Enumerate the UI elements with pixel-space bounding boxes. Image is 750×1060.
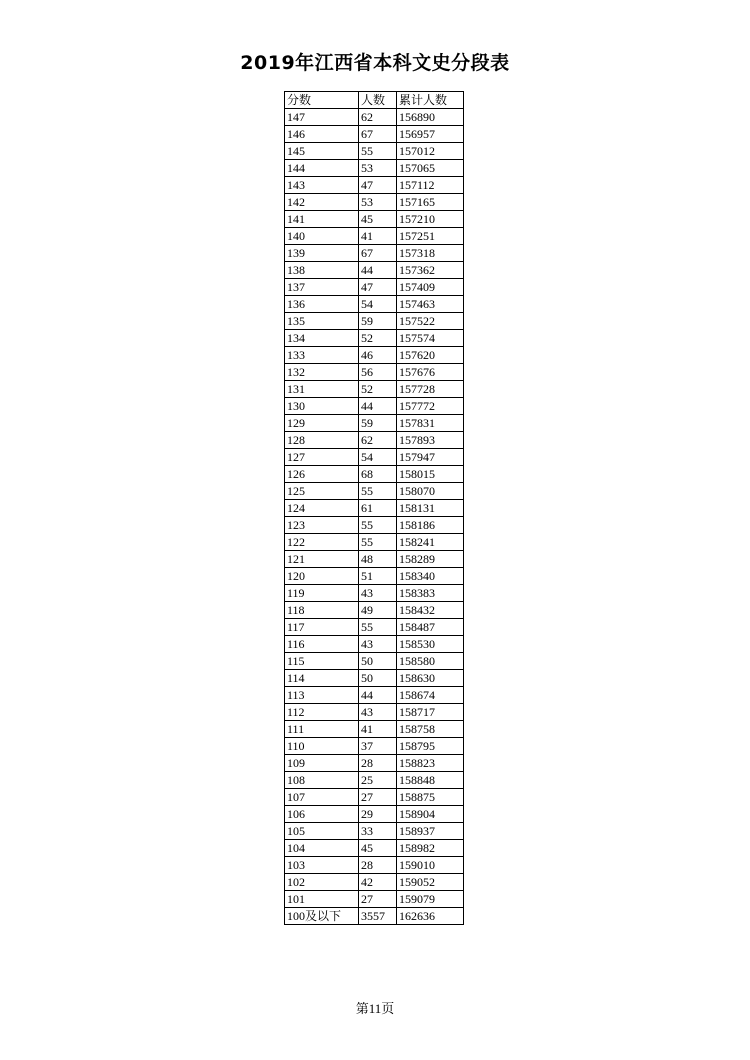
cell-score: 100及以下: [285, 908, 359, 925]
cell-count: 53: [359, 160, 397, 177]
cell-count: 28: [359, 857, 397, 874]
table-row: [285, 840, 464, 857]
table-row: [285, 279, 464, 296]
cell-score: 130: [285, 398, 359, 415]
cell-score: 132: [285, 364, 359, 381]
table-row: [285, 194, 464, 211]
cell-score: 106: [285, 806, 359, 823]
cell-count: 27: [359, 789, 397, 806]
cell-cumulative: 158131: [397, 500, 464, 517]
table-header-row: [285, 92, 464, 109]
cell-count: 67: [359, 126, 397, 143]
cell-count: 44: [359, 398, 397, 415]
table-row: [285, 381, 464, 398]
cell-score: 140: [285, 228, 359, 245]
table-row: [285, 262, 464, 279]
table-row: [285, 483, 464, 500]
cell-count: 61: [359, 500, 397, 517]
table-row: [285, 245, 464, 262]
cell-cumulative: 158383: [397, 585, 464, 602]
cell-count: 67: [359, 245, 397, 262]
table-row: [285, 398, 464, 415]
cell-count: 41: [359, 228, 397, 245]
cell-count: 62: [359, 432, 397, 449]
cell-cumulative: 158487: [397, 619, 464, 636]
table-row: [285, 823, 464, 840]
cell-count: 27: [359, 891, 397, 908]
cell-count: 55: [359, 619, 397, 636]
cell-score: 143: [285, 177, 359, 194]
cell-cumulative: 159010: [397, 857, 464, 874]
cell-score: 124: [285, 500, 359, 517]
cell-score: 112: [285, 704, 359, 721]
cell-cumulative: 157620: [397, 347, 464, 364]
table-row: [285, 109, 464, 126]
cell-score: 121: [285, 551, 359, 568]
cell-count: 3557: [359, 908, 397, 925]
cell-count: 50: [359, 653, 397, 670]
cell-score: 147: [285, 109, 359, 126]
cell-cumulative: 157676: [397, 364, 464, 381]
cell-count: 46: [359, 347, 397, 364]
cell-score: 142: [285, 194, 359, 211]
table-header: [285, 92, 464, 109]
cell-count: 43: [359, 585, 397, 602]
cell-count: 52: [359, 330, 397, 347]
cell-cumulative: 158580: [397, 653, 464, 670]
cell-count: 49: [359, 602, 397, 619]
table-row: [285, 602, 464, 619]
cell-cumulative: 157112: [397, 177, 464, 194]
cell-count: 48: [359, 551, 397, 568]
table-row: [285, 653, 464, 670]
cell-score: 129: [285, 415, 359, 432]
cell-cumulative: 157728: [397, 381, 464, 398]
cell-score: 117: [285, 619, 359, 636]
table-row: [285, 466, 464, 483]
cell-score: 102: [285, 874, 359, 891]
table-row: [285, 908, 464, 925]
table-row: [285, 534, 464, 551]
cell-count: 55: [359, 143, 397, 160]
table-row: [285, 364, 464, 381]
cell-cumulative: 158630: [397, 670, 464, 687]
cell-score: 123: [285, 517, 359, 534]
cell-score: 110: [285, 738, 359, 755]
cell-score: 127: [285, 449, 359, 466]
cell-cumulative: 158795: [397, 738, 464, 755]
cell-score: 145: [285, 143, 359, 160]
table-row: [285, 500, 464, 517]
table-row: [285, 347, 464, 364]
table-row: [285, 704, 464, 721]
table-row: [285, 449, 464, 466]
cell-score: 116: [285, 636, 359, 653]
cell-count: 44: [359, 262, 397, 279]
table-row: [285, 568, 464, 585]
cell-cumulative: 157522: [397, 313, 464, 330]
table-row: [285, 891, 464, 908]
cell-count: 43: [359, 704, 397, 721]
cell-score: 118: [285, 602, 359, 619]
cell-count: 59: [359, 313, 397, 330]
cell-score: 131: [285, 381, 359, 398]
cell-score: 139: [285, 245, 359, 262]
table-row: [285, 585, 464, 602]
cell-score: 137: [285, 279, 359, 296]
table-row: [285, 755, 464, 772]
table-row: [285, 313, 464, 330]
cell-count: 28: [359, 755, 397, 772]
cell-score: 126: [285, 466, 359, 483]
cell-score: 133: [285, 347, 359, 364]
cell-score: 101: [285, 891, 359, 908]
cell-score: 134: [285, 330, 359, 347]
cell-cumulative: 158070: [397, 483, 464, 500]
cell-cumulative: 157831: [397, 415, 464, 432]
cell-cumulative: 158848: [397, 772, 464, 789]
cell-cumulative: 157574: [397, 330, 464, 347]
table-row: [285, 126, 464, 143]
page-title: 2019年江西省本科文史分段表: [240, 52, 510, 74]
cell-cumulative: 158823: [397, 755, 464, 772]
cell-score: 114: [285, 670, 359, 687]
table-row: [285, 789, 464, 806]
cell-cumulative: 158289: [397, 551, 464, 568]
cell-count: 50: [359, 670, 397, 687]
cell-cumulative: 158530: [397, 636, 464, 653]
cell-cumulative: 157463: [397, 296, 464, 313]
table-row: [285, 432, 464, 449]
cell-cumulative: 157165: [397, 194, 464, 211]
table-row: [285, 806, 464, 823]
cell-cumulative: 157065: [397, 160, 464, 177]
cell-score: 104: [285, 840, 359, 857]
cell-cumulative: 158717: [397, 704, 464, 721]
cell-cumulative: 158241: [397, 534, 464, 551]
cell-score: 138: [285, 262, 359, 279]
cell-cumulative: 158875: [397, 789, 464, 806]
cell-score: 108: [285, 772, 359, 789]
table-row: [285, 228, 464, 245]
cell-count: 45: [359, 211, 397, 228]
cell-cumulative: 158340: [397, 568, 464, 585]
cell-cumulative: 157210: [397, 211, 464, 228]
cell-cumulative: 156957: [397, 126, 464, 143]
cell-cumulative: 158904: [397, 806, 464, 823]
cell-count: 43: [359, 636, 397, 653]
cell-count: 55: [359, 483, 397, 500]
header-cumulative: 累计人数: [397, 92, 464, 109]
table-row: [285, 330, 464, 347]
cell-score: 141: [285, 211, 359, 228]
table-row: [285, 636, 464, 653]
cell-cumulative: 157409: [397, 279, 464, 296]
cell-cumulative: 162636: [397, 908, 464, 925]
cell-cumulative: 157947: [397, 449, 464, 466]
table-row: [285, 517, 464, 534]
table-row: [285, 551, 464, 568]
table-row: [285, 874, 464, 891]
cell-count: 52: [359, 381, 397, 398]
cell-score: 122: [285, 534, 359, 551]
cell-cumulative: 157893: [397, 432, 464, 449]
cell-count: 55: [359, 534, 397, 551]
cell-count: 41: [359, 721, 397, 738]
cell-cumulative: 158674: [397, 687, 464, 704]
cell-cumulative: 157318: [397, 245, 464, 262]
cell-cumulative: 157251: [397, 228, 464, 245]
cell-score: 144: [285, 160, 359, 177]
cell-cumulative: 158982: [397, 840, 464, 857]
table-row: [285, 687, 464, 704]
cell-count: 51: [359, 568, 397, 585]
table-row: [285, 857, 464, 874]
cell-count: 62: [359, 109, 397, 126]
cell-count: 37: [359, 738, 397, 755]
cell-count: 42: [359, 874, 397, 891]
cell-cumulative: 156890: [397, 109, 464, 126]
cell-count: 29: [359, 806, 397, 823]
cell-score: 105: [285, 823, 359, 840]
cell-cumulative: 158015: [397, 466, 464, 483]
table-row: [285, 738, 464, 755]
cell-score: 125: [285, 483, 359, 500]
cell-score: 128: [285, 432, 359, 449]
cell-score: 136: [285, 296, 359, 313]
cell-score: 111: [285, 721, 359, 738]
cell-count: 47: [359, 177, 397, 194]
cell-count: 56: [359, 364, 397, 381]
cell-count: 59: [359, 415, 397, 432]
cell-cumulative: 157772: [397, 398, 464, 415]
cell-score: 103: [285, 857, 359, 874]
cell-cumulative: 157012: [397, 143, 464, 160]
cell-cumulative: 158758: [397, 721, 464, 738]
table-row: [285, 619, 464, 636]
cell-count: 54: [359, 296, 397, 313]
cell-count: 25: [359, 772, 397, 789]
cell-score: 119: [285, 585, 359, 602]
table-row: [285, 160, 464, 177]
cell-cumulative: 158937: [397, 823, 464, 840]
cell-score: 113: [285, 687, 359, 704]
table-body: [285, 109, 464, 925]
table-row: [285, 721, 464, 738]
cell-cumulative: 158432: [397, 602, 464, 619]
cell-count: 47: [359, 279, 397, 296]
page-number: 第11页: [355, 1001, 395, 1016]
cell-cumulative: 159052: [397, 874, 464, 891]
table-row: [285, 772, 464, 789]
cell-count: 53: [359, 194, 397, 211]
cell-count: 44: [359, 687, 397, 704]
table-row: [285, 177, 464, 194]
header-count: 人数: [359, 92, 397, 109]
cell-score: 109: [285, 755, 359, 772]
cell-score: 115: [285, 653, 359, 670]
cell-count: 68: [359, 466, 397, 483]
cell-count: 54: [359, 449, 397, 466]
score-distribution-table: [284, 91, 464, 925]
cell-cumulative: 159079: [397, 891, 464, 908]
cell-count: 33: [359, 823, 397, 840]
cell-score: 135: [285, 313, 359, 330]
cell-count: 45: [359, 840, 397, 857]
cell-count: 55: [359, 517, 397, 534]
cell-cumulative: 158186: [397, 517, 464, 534]
table-row: [285, 415, 464, 432]
table-row: [285, 296, 464, 313]
table-row: [285, 670, 464, 687]
cell-cumulative: 157362: [397, 262, 464, 279]
table-row: [285, 143, 464, 160]
table-row: [285, 211, 464, 228]
header-score: 分数: [285, 92, 359, 109]
cell-score: 107: [285, 789, 359, 806]
cell-score: 146: [285, 126, 359, 143]
cell-score: 120: [285, 568, 359, 585]
